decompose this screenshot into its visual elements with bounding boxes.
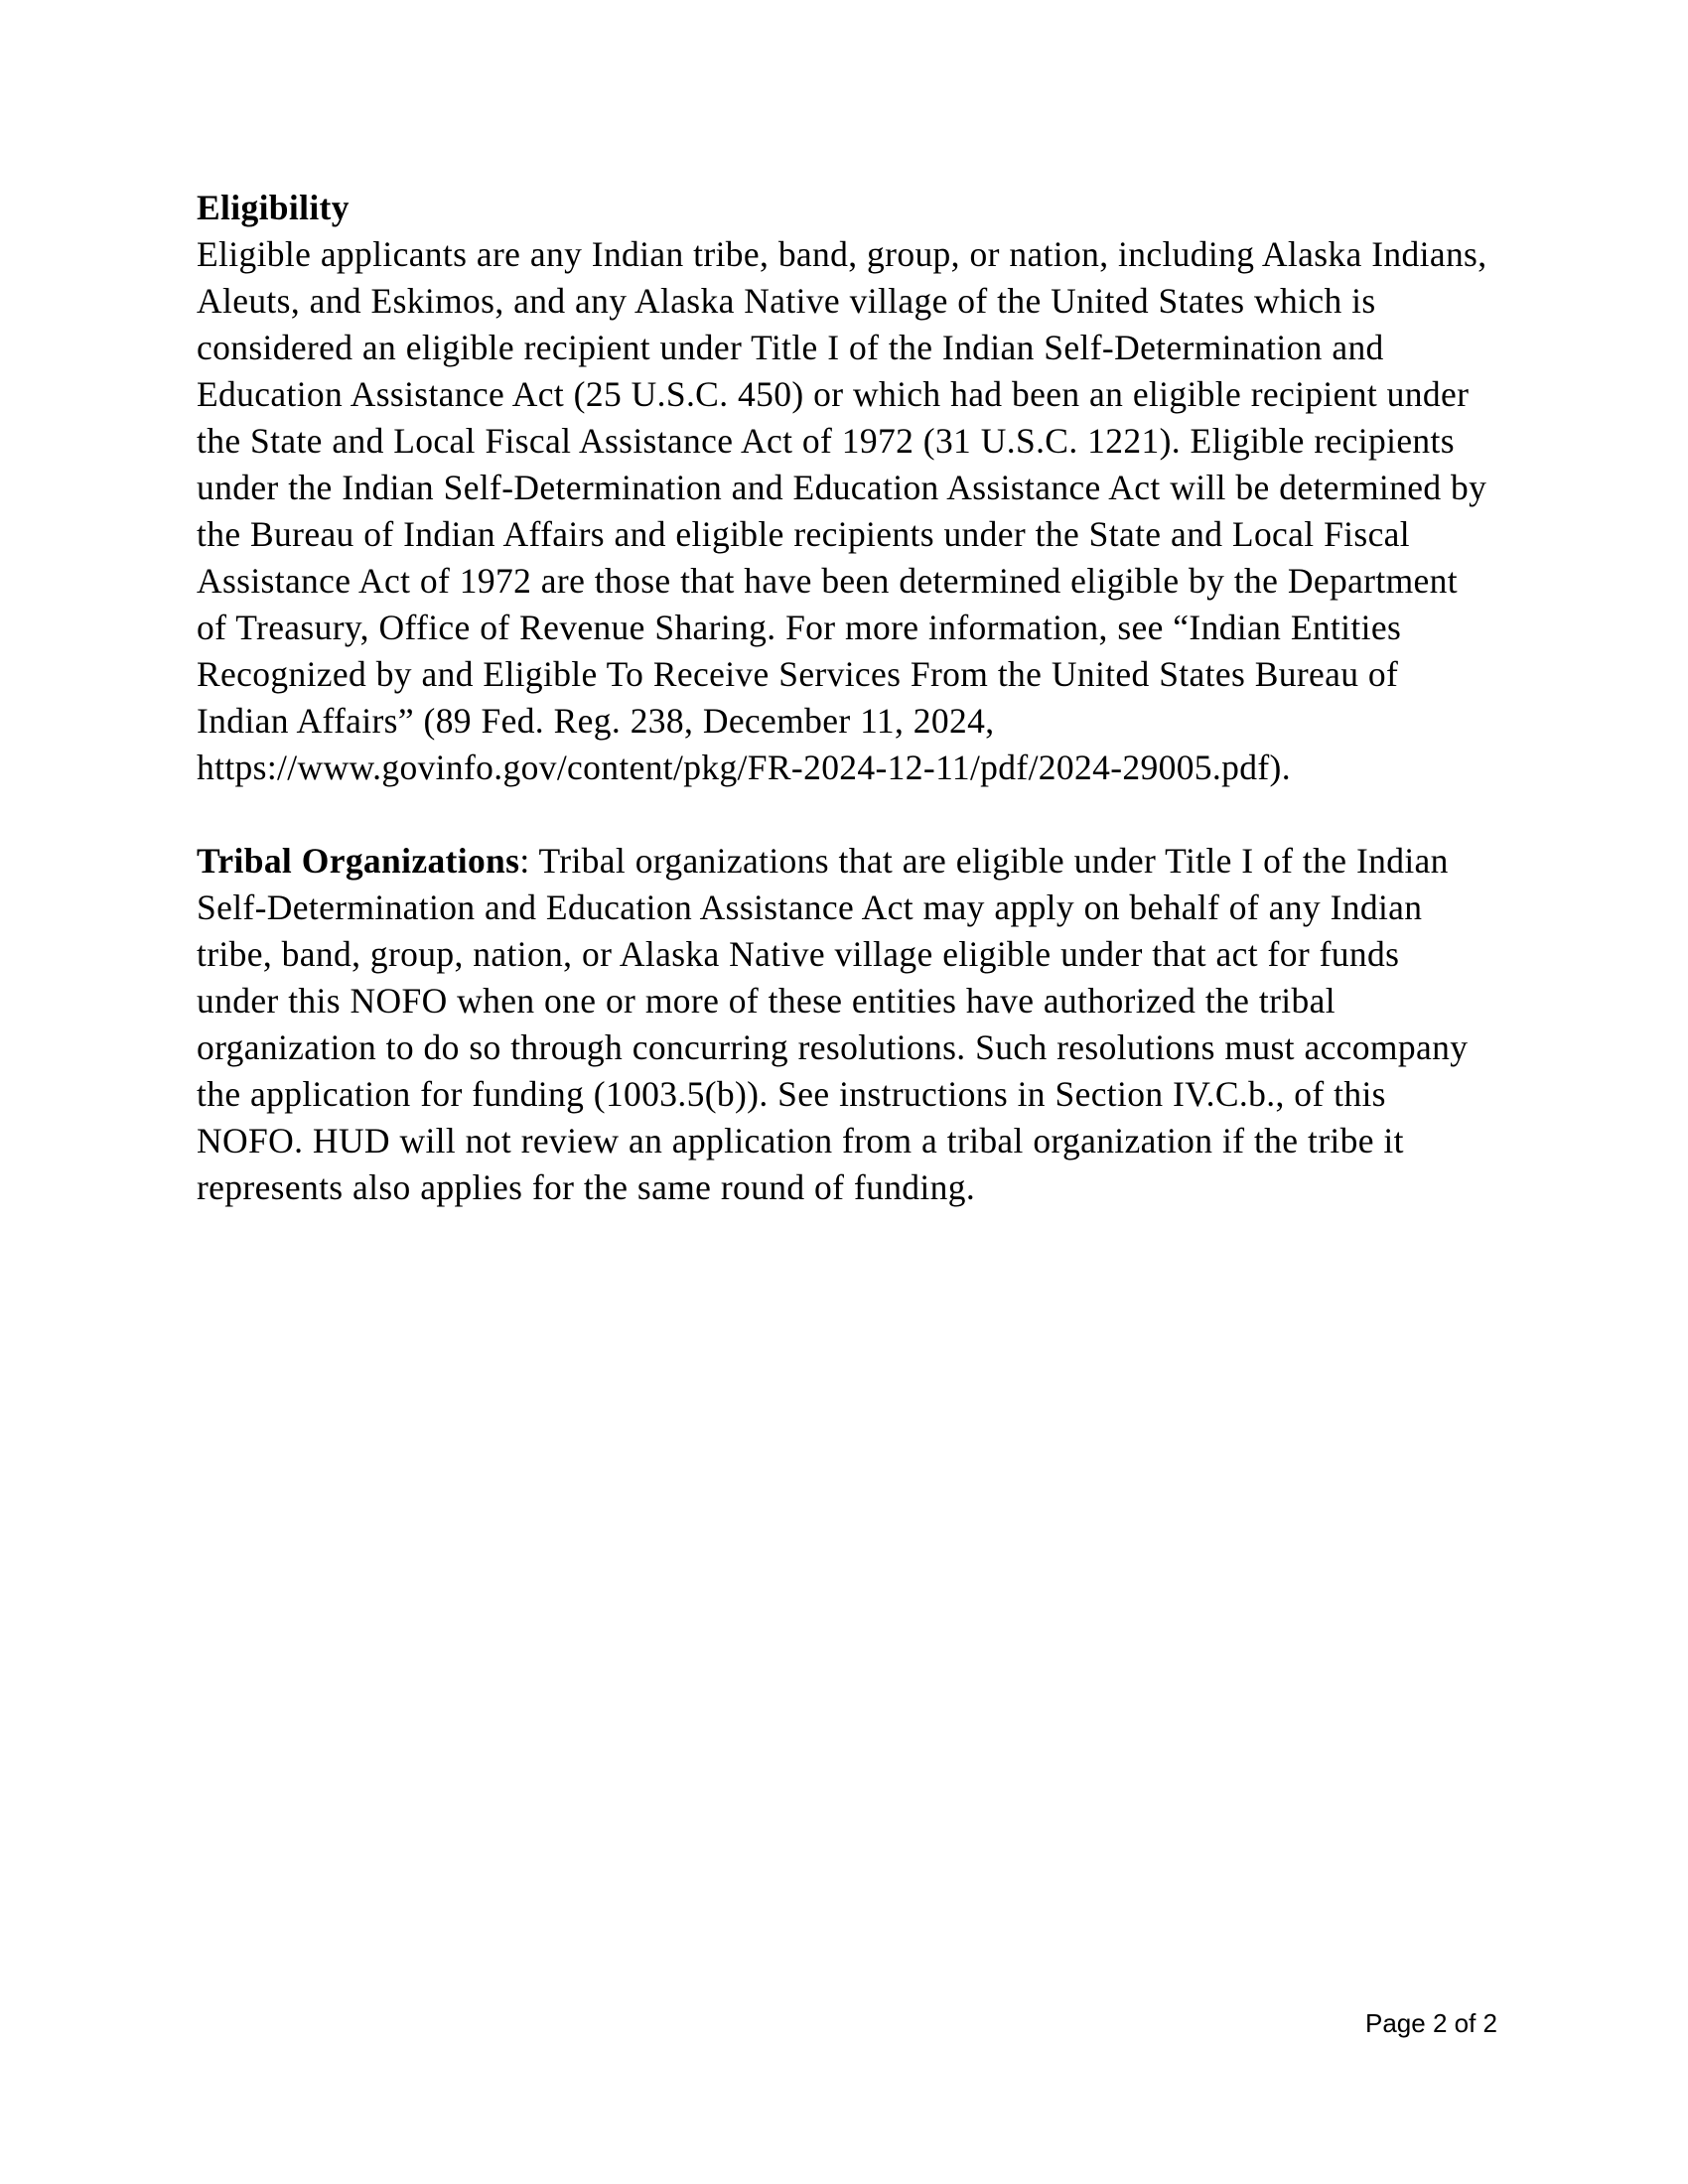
- paragraph-spacer: [197, 791, 1487, 838]
- section-eligibility: [197, 185, 1487, 791]
- paragraph-eligibility-body: Eligible applicants are any Indian tribe, band, group, or nation, including Alaska Indians, Aleuts, and Eskimos, and any Alaska Native village of the United States which is considered an eligible recipient under Title I of the Indian Self-Determination and Education Assistance Act (25 U.S.C. 450) or which had been an eligible recipient under the State and Local Fiscal Assistance Act of 1972 (31 U.S.C. 1221). Eligible recipients under the Indian Self-Determination and Education Assistance Act will be determined by the Bureau of Indian Affairs and eligible recipients under the State and Local Fiscal Assistance Act of 1972 are those that have been determined eligible by the Department of Treasury, Office of Revenue Sharing. For more information, see “Indian Entities Recognized by and Eligible To Receive Services From the United States Bureau of Indian Affairs” (89 Fed. Reg. 238, December 11, 2024, https://www.govinfo.gov/content/pkg/FR-2024-12-11/pdf/2024-29005.pdf).: [197, 234, 1487, 787]
- tribal-organizations-lead-label: Tribal Organizations: [197, 841, 520, 881]
- section-heading-eligibility: Eligibility: [197, 188, 350, 227]
- document-content: [197, 185, 1487, 1211]
- page-number-label: Page 2 of 2: [1365, 2008, 1497, 2038]
- tribal-organizations-body-text: : Tribal organizations that are eligible under Title I of the Indian Self-Determination and Education Assistance Act may apply on behalf of any Indian tribe, band, group, nation, or Alaska Native village eligible under that act for funds under this NOFO when one or more of these entities have authorized the tribal organization to do so through concurring resolutions. Such resolutions must accompany the application for funding (1003.5(b)). See instructions in Section IV.C.b., of this NOFO. HUD will not review an application from a tribal organization if the tribe it represents also applies for the same round of funding.: [197, 841, 1469, 1207]
- paragraph-tribal-organizations: [197, 838, 1487, 1211]
- section-tribal-organizations: [197, 838, 1487, 1211]
